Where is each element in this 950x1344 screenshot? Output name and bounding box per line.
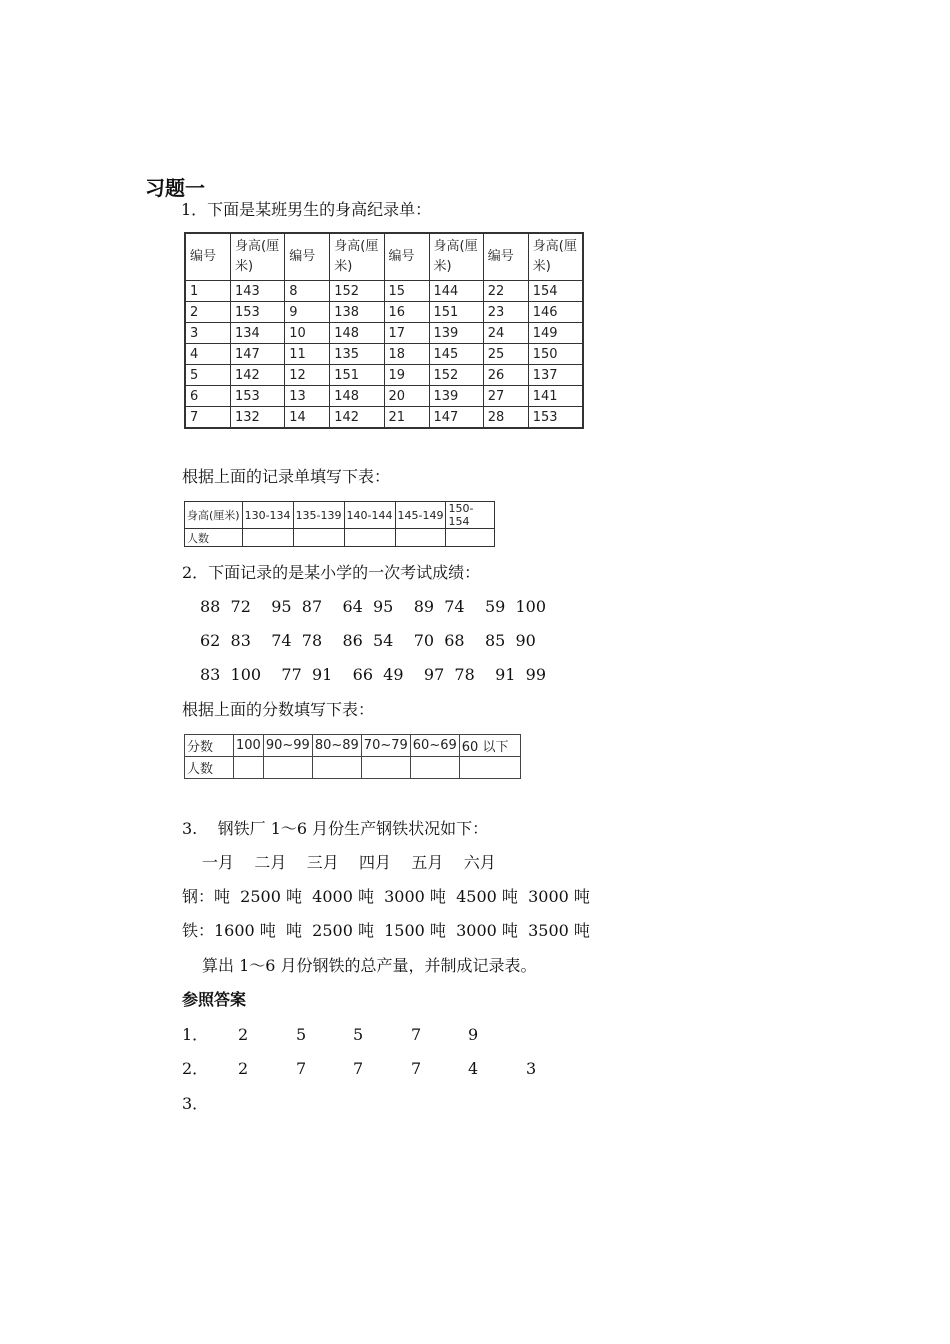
table-cell: 4 (185, 344, 231, 365)
table-cell: 19 (384, 365, 429, 386)
table-row (185, 281, 583, 302)
table-cell: 152 (429, 365, 483, 386)
page-title: 习题一 (145, 176, 205, 200)
empty-cell (361, 757, 410, 779)
table-row (185, 344, 583, 365)
table-cell: 154 (528, 281, 583, 302)
empty-cell (395, 529, 446, 547)
header-cell: 编号 (483, 233, 528, 281)
score-line: 83 100 77 91 66 49 97 78 91 99 (200, 665, 547, 684)
table-cell: 26 (483, 365, 528, 386)
table-cell: 2 (185, 302, 231, 323)
answer-value: 7 (411, 1025, 422, 1044)
table-cell: 14 (285, 407, 330, 429)
table-cell: 152 (330, 281, 384, 302)
table-row (185, 302, 583, 323)
table-cell: 134 (231, 323, 285, 344)
table-cell: 分数 (185, 735, 234, 757)
table-cell: 137 (528, 365, 583, 386)
table-cell: 142 (231, 365, 285, 386)
table-cell: 153 (528, 407, 583, 429)
height-fill-table (184, 501, 495, 547)
table-cell: 90~99 (263, 735, 312, 757)
table-cell: 15 (384, 281, 429, 302)
score-line: 88 72 95 87 64 95 89 74 59 100 (200, 597, 547, 616)
header-cell: 身高(厘米) (231, 233, 285, 281)
table-cell: 140-144 (344, 502, 395, 529)
table-row (185, 323, 583, 344)
steel-line: 钢：吨 2500 吨 4000 吨 3000 吨 4500 吨 3000 吨 (182, 887, 590, 906)
header-cell: 编号 (285, 233, 330, 281)
table-cell: 145 (429, 344, 483, 365)
answer-value: 4 (468, 1059, 479, 1078)
score-line: 62 83 74 78 86 54 70 68 85 90 (200, 631, 536, 650)
question-3-task: 算出 1～6 月份钢铁的总产量，并制成记录表。 (202, 956, 537, 975)
question-1-fill-text: 根据上面的记录单填写下表： (182, 467, 391, 486)
header-cell: 身高(厘米) (528, 233, 583, 281)
table-cell: 13 (285, 386, 330, 407)
table-cell: 145-149 (395, 502, 446, 529)
table-cell: 23 (483, 302, 528, 323)
table-row (185, 735, 521, 757)
question-1-text: 1．下面是某班男生的身高纪录单： (181, 200, 432, 219)
table-cell: 25 (483, 344, 528, 365)
table-cell: 149 (528, 323, 583, 344)
table-cell: 7 (185, 407, 231, 429)
empty-cell (459, 757, 520, 779)
table-row (185, 407, 583, 429)
table-cell: 27 (483, 386, 528, 407)
empty-cell (312, 757, 361, 779)
table-cell: 70~79 (361, 735, 410, 757)
table-cell: 28 (483, 407, 528, 429)
table-row (185, 502, 495, 529)
header-cell: 编号 (185, 233, 231, 281)
table-cell: 17 (384, 323, 429, 344)
table-cell: 147 (429, 407, 483, 429)
answers-heading: 参照答案 (182, 990, 247, 1009)
table-cell: 135-139 (293, 502, 344, 529)
empty-cell (344, 529, 395, 547)
table-cell: 21 (384, 407, 429, 429)
table-cell: 146 (528, 302, 583, 323)
answer-value: 2 (238, 1059, 249, 1078)
table-cell: 144 (429, 281, 483, 302)
table-cell: 139 (429, 386, 483, 407)
table-cell: 132 (231, 407, 285, 429)
table-cell: 142 (330, 407, 384, 429)
table-cell: 6 (185, 386, 231, 407)
answer-value: 7 (411, 1059, 422, 1078)
table-row (185, 386, 583, 407)
table-cell: 130-134 (242, 502, 293, 529)
empty-cell (446, 529, 495, 547)
empty-cell (242, 529, 293, 547)
table-header-row (185, 233, 583, 281)
table-cell: 11 (285, 344, 330, 365)
answer-value: 5 (296, 1025, 307, 1044)
answer-1-number: 1． (182, 1025, 209, 1044)
table-cell: 153 (231, 302, 285, 323)
answer-3-number: 3． (182, 1094, 209, 1113)
header-cell: 身高(厘米) (330, 233, 384, 281)
header-cell: 编号 (384, 233, 429, 281)
score-fill-table (184, 734, 521, 779)
table-cell: 153 (231, 386, 285, 407)
table-cell: 24 (483, 323, 528, 344)
table-cell: 人数 (185, 757, 234, 779)
height-record-table (184, 232, 584, 429)
table-cell: 80~89 (312, 735, 361, 757)
table-cell: 18 (384, 344, 429, 365)
question-3-text: 3. 钢铁厂 1～6 月份生产钢铁状况如下： (182, 819, 489, 838)
question-2-text: 2．下面记录的是某小学的一次考试成绩： (182, 563, 481, 582)
table-cell: 148 (330, 323, 384, 344)
answer-value: 7 (353, 1059, 364, 1078)
answer-value: 9 (468, 1025, 479, 1044)
table-cell: 60~69 (410, 735, 459, 757)
header-cell: 身高(厘米) (429, 233, 483, 281)
table-cell: 148 (330, 386, 384, 407)
table-cell: 16 (384, 302, 429, 323)
table-cell: 5 (185, 365, 231, 386)
question-2-fill-text: 根据上面的分数填写下表： (182, 700, 375, 719)
table-cell: 12 (285, 365, 330, 386)
iron-line: 铁：1600 吨 吨 2500 吨 1500 吨 3000 吨 3500 吨 (182, 921, 590, 940)
answer-value: 2 (238, 1025, 249, 1044)
table-row (185, 757, 521, 779)
table-cell: 1 (185, 281, 231, 302)
table-cell: 151 (330, 365, 384, 386)
empty-cell (234, 757, 264, 779)
table-cell: 139 (429, 323, 483, 344)
answer-value: 7 (296, 1059, 307, 1078)
answer-2-number: 2． (182, 1059, 209, 1078)
table-cell: 9 (285, 302, 330, 323)
table-cell: 人数 (185, 529, 243, 547)
empty-cell (293, 529, 344, 547)
table-cell: 3 (185, 323, 231, 344)
table-cell: 20 (384, 386, 429, 407)
table-cell: 60 以下 (459, 735, 520, 757)
table-row (185, 529, 495, 547)
table-cell: 141 (528, 386, 583, 407)
table-cell: 100 (234, 735, 264, 757)
table-cell: 147 (231, 344, 285, 365)
table-cell: 138 (330, 302, 384, 323)
table-cell: 身高(厘米) (185, 502, 243, 529)
table-row (185, 365, 583, 386)
answer-value: 5 (353, 1025, 364, 1044)
empty-cell (263, 757, 312, 779)
table-cell: 8 (285, 281, 330, 302)
table-cell: 143 (231, 281, 285, 302)
table-cell: 22 (483, 281, 528, 302)
empty-cell (410, 757, 459, 779)
table-cell: 135 (330, 344, 384, 365)
table-cell: 150 (528, 344, 583, 365)
answer-value: 3 (526, 1059, 537, 1078)
table-cell: 10 (285, 323, 330, 344)
table-cell: 150-154 (446, 502, 495, 529)
table-cell: 151 (429, 302, 483, 323)
months-line: 一月 二月 三月 四月 五月 六月 (202, 853, 496, 872)
